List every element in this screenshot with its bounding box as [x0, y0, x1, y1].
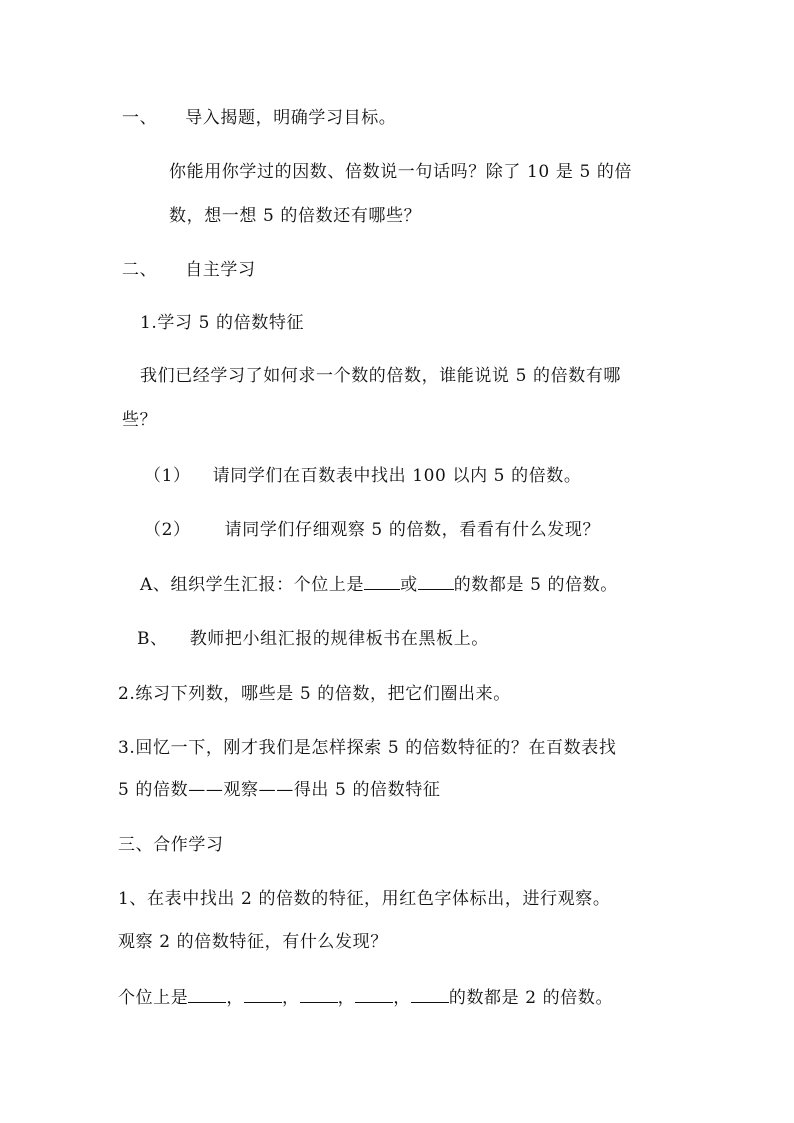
- list-item-a-middle: 或: [400, 575, 418, 595]
- section-1-heading: [122, 106, 396, 130]
- list-item-1-number: （1）: [144, 466, 191, 486]
- fill-line-suffix: 的数都是 2 的倍数。: [448, 988, 614, 1008]
- section-1-number: 一、: [122, 108, 158, 128]
- section-2-title: 自主学习: [185, 260, 256, 280]
- list-item-2-text: 请同学们仔细观察 5 的倍数，看看有什么发现？: [224, 520, 601, 540]
- fill-blank-b2[interactable]: [244, 986, 282, 1003]
- subsection-3-line-2: 5 的倍数——观察——得出 5 的倍数特征: [118, 780, 441, 800]
- list-item-b-text: 教师把小组汇报的规律板书在黑板上。: [189, 629, 489, 649]
- section-3-item-1-line-1: 1、在表中找出 2 的倍数的特征，用红色字体标出，进行观察。: [118, 889, 611, 909]
- subsection-1-title: 1.学习 5 的倍数特征: [140, 313, 305, 333]
- list-item-b: [137, 627, 489, 651]
- section-2-number: 二、: [122, 260, 158, 280]
- subsection-1-paragraph-line-1: 我们已经学习了如何求一个数的倍数，谁能说说 5 的倍数有哪: [140, 366, 622, 386]
- subsection-1-paragraph-line-2: 些？: [122, 410, 158, 430]
- section-1-paragraph-line-1: 你能用你学过的因数、倍数说一句话吗？除了 10 是 5 的倍: [169, 162, 633, 182]
- fill-separator-4: ，: [393, 988, 411, 1008]
- fill-separator-3: ，: [337, 988, 356, 1008]
- subsection-2-text: 2.练习下列数，哪些是 5 的倍数，把它们圈出来。: [118, 684, 511, 704]
- list-item-b-number: B、: [137, 629, 168, 649]
- list-item-a-prefix: A、组织学生汇报：个位上是: [140, 575, 365, 595]
- list-item-a-suffix: 的数都是 5 的倍数。: [453, 575, 618, 595]
- fill-separator-2: ，: [282, 988, 300, 1008]
- section-1-paragraph-line-2: 数，想一想 5 的倍数还有哪些？: [169, 206, 422, 226]
- list-item-a: [140, 573, 618, 597]
- list-item-2: [144, 518, 600, 542]
- fill-blank-a2[interactable]: [418, 573, 454, 590]
- list-item-1-text: 请同学们在百数表中找出 100 以内 5 的倍数。: [212, 466, 582, 486]
- fill-blank-b3[interactable]: [300, 986, 338, 1003]
- subsection-3-line-1: 3.回忆一下，刚才我们是怎样探索 5 的倍数特征的？在百数表找: [118, 738, 617, 758]
- section-2-heading: [122, 258, 256, 282]
- list-item-2-number: （2）: [144, 520, 191, 540]
- fill-blank-b1[interactable]: [188, 986, 226, 1003]
- fill-blank-b5[interactable]: [411, 986, 449, 1003]
- list-item-1: [144, 464, 582, 488]
- fill-blank-b4[interactable]: [355, 986, 393, 1003]
- section-3-fill-line: [118, 986, 613, 1010]
- section-3-item-1-line-2: 观察 2 的倍数特征，有什么发现？: [118, 932, 388, 952]
- section-3-heading: 三、合作学习: [118, 835, 224, 855]
- fill-separator-1: ，: [226, 988, 245, 1008]
- fill-line-prefix: 个位上是: [118, 988, 189, 1008]
- section-1-title: 导入揭题，明确学习目标。: [185, 108, 397, 128]
- fill-blank-a1[interactable]: [364, 573, 400, 590]
